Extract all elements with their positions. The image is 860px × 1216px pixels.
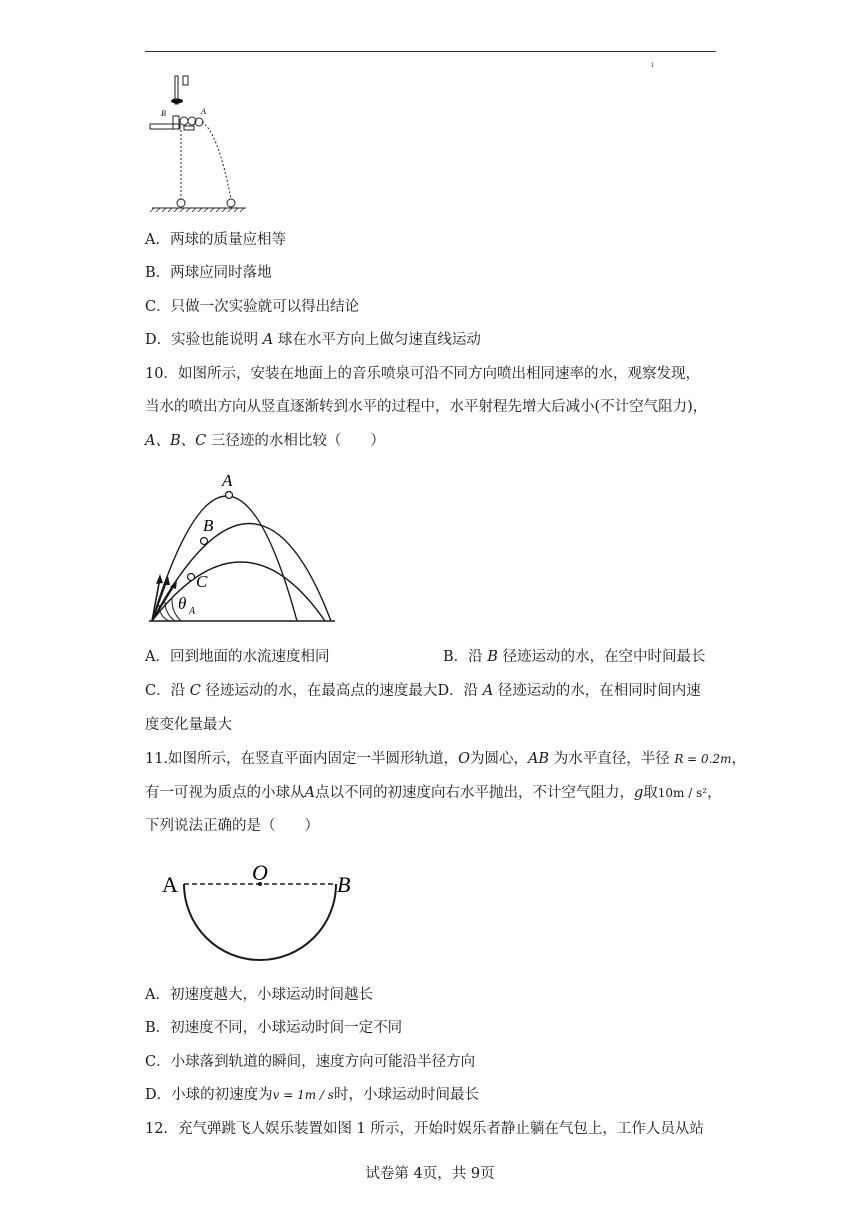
q10-stem-line2: 当水的喷出方向从竖直逐渐转到水平的过程中，水平射程先增大后减小(不计空气阻力)， — [145, 399, 708, 415]
page-footer: 试卷第 4页，共 9页 — [365, 1166, 495, 1182]
q10-fig-label-c: C — [196, 572, 208, 591]
q9-option-d: D．实验也能说明 A 球在水平方向上做匀速直线运动 — [145, 332, 481, 348]
q11-option-d: D．小球的初速度为v = 1m / s时，小球运动时间最长 — [145, 1087, 479, 1103]
q11-stem-line3: 下列说法正确的是（ ） — [145, 818, 319, 834]
q12-stem-line1: 12．充气弹跳飞人娱乐装置如图 1 所示，开始时娱乐者静止躺在气包上，工作人员从站 — [145, 1121, 704, 1137]
q11-option-c: C．小球落到轨道的瞬间，速度方向可能沿半径方向 — [145, 1054, 476, 1070]
q10-figure — [145, 468, 340, 628]
q11-fig-label-b: B — [337, 872, 351, 897]
q10-option-d-cont: 度变化量最大 — [145, 717, 232, 733]
q9-option-b: B．两球应同时落地 — [145, 265, 272, 281]
header-rule — [145, 51, 716, 52]
q9-fig-label-b: B — [161, 109, 166, 118]
q9-option-a: A．两球的质量应相等 — [145, 232, 286, 248]
q10-fig-label-theta-sub: A — [189, 606, 196, 617]
q10-option-c-d: C．沿 C 径迹运动的水，在最高点的速度最大D．沿 A 径迹运动的水，在相同时间内速 — [145, 683, 701, 699]
q9-option-c: C．只做一次实验就可以得出结论 — [145, 299, 360, 315]
q10-fig-label-a: A — [222, 471, 233, 490]
q11-stem-line2: 有一可视为质点的小球从A点以不同的初速度向右水平抛出，不计空气阻力，g取10m / s²， — [145, 785, 722, 801]
q10-option-b: B．沿 B 径迹运动的水，在空中时间最长 — [443, 649, 706, 665]
q10-stem-line1: 10．如图所示，安装在地面上的音乐喷泉可沿不同方向喷出相同速率的水，观察发现， — [145, 366, 700, 382]
q9-fig-label-a: A — [201, 107, 206, 116]
q10-fig-label-b: B — [203, 516, 214, 535]
q11-fig-label-o: O — [252, 860, 268, 885]
page-mark: ı — [651, 60, 654, 69]
q10-stem-line3: A、B、C 三径迹的水相比较（ ） — [145, 433, 385, 449]
q11-fig-label-a: A — [162, 872, 178, 897]
q10-fig-label-theta: θ — [178, 594, 187, 613]
q9-figure — [148, 72, 248, 214]
q11-stem-line1: 11.如图所示，在竖直平面内固定一半圆形轨道，O为圆心，AB 为水平直径，半径 R = 0.2m， — [145, 751, 746, 767]
q11-figure — [160, 858, 360, 970]
q11-option-b: B．初速度不同，小球运动时间一定不同 — [145, 1020, 403, 1036]
q11-option-a: A．初速度越大，小球运动时间越长 — [145, 987, 373, 1003]
q10-option-a: A．回到地面的水流速度相同 — [145, 649, 330, 665]
